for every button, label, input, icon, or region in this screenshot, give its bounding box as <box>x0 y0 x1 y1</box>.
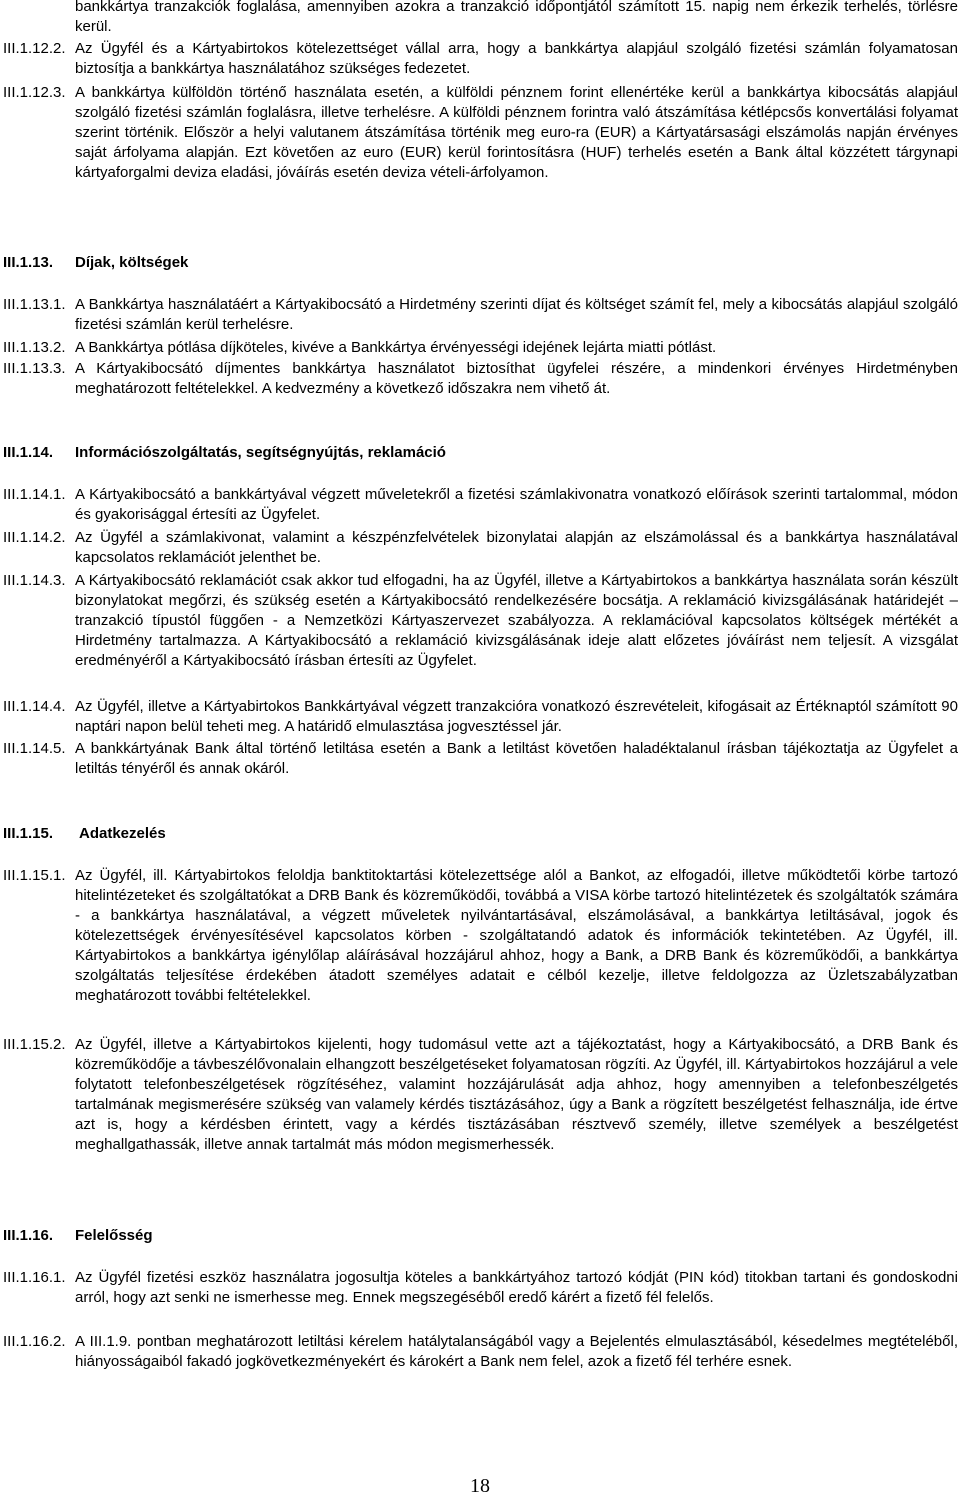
paragraph-number: III.1.14.5. <box>3 740 66 757</box>
heading-number: III.1.15. <box>3 825 54 842</box>
paragraph-iii-1-15-1 <box>0 866 958 1006</box>
section-heading-iii-1-13 <box>3 253 188 273</box>
section-heading-iii-1-14 <box>3 443 446 463</box>
paragraph-iii-1-13-2 <box>0 338 958 358</box>
paragraph-text: A bankkártyának Bank által történő letiltása esetén a Bank a letiltást követően haladéktalanul írásban tájékoztatja az Ügyfelet a letiltás tényéről és annak okáról. <box>75 740 958 777</box>
paragraph-text: bankkártya tranzakciók foglalása, amennyiben azokra a tranzakció időpontjától számított 15. napig nem érkezik terhelés, törlésre kerül. <box>75 0 958 35</box>
section-heading-iii-1-15 <box>3 824 166 844</box>
heading-title: Díjak, költségek <box>75 254 189 271</box>
paragraph-iii-1-12-1-continued <box>0 0 958 37</box>
paragraph-iii-1-13-1 <box>0 295 958 335</box>
paragraph-number: III.1.13.3. <box>3 360 66 377</box>
paragraph-number: III.1.15.2. <box>3 1036 66 1053</box>
paragraph-text: Az Ügyfél és a Kártyabirtokos kötelezettséget vállal arra, hogy a bankkártya alapjául szolgáló fizetési számlán folyamatosan biztosítja a bankkártya használatához szükséges fedezetet. <box>75 40 958 77</box>
paragraph-iii-1-14-2 <box>0 528 958 568</box>
paragraph-text: A Kártyakibocsátó díjmentes bankkártya használatot biztosíthat ügyfelei részére, a mindenkori érvényes Hirdetményben meghatározott feltételekkel. A kedvezmény a következő időszakra nem vihető át. <box>75 360 958 397</box>
paragraph-iii-1-13-3 <box>0 359 958 399</box>
paragraph-text: Az Ügyfél, illetve a Kártyabirtokos Bankkártyával végzett tranzakcióra vonatkozó észrevételeit, kifogásait az Értéknaptól számított 90 naptári napon belül teheti meg. A határidő elmulasztása jogvesztéssel jár. <box>75 698 958 735</box>
paragraph-number: III.1.14.1. <box>3 486 66 503</box>
page-number: 18 <box>470 1475 490 1497</box>
paragraph-iii-1-16-1 <box>0 1268 958 1308</box>
paragraph-text: A III.1.9. pontban meghatározott letiltási kérelem hatálytalanságából vagy a Bejelentés elmulasztásából, késedelmes megtételéből, hiányosságaiból fakadó jogkövetkezményekért és károkért a Bank nem felel, azok a fizető fél terhére esnek. <box>75 1333 958 1370</box>
paragraph-number: III.1.14.2. <box>3 529 66 546</box>
heading-number: III.1.13. <box>3 254 54 271</box>
paragraph-iii-1-14-4 <box>0 697 958 737</box>
paragraph-text: Az Ügyfél, ill. Kártyabirtokos feloldja banktitoktartási kötelezettsége alól a Bankot, az elfogadói, illetve működtetői körbe tartozó hitelintézeteket és szolgáltatókat a DRB Bank és közreműködői, továbbá a VISA körbe tartozó hitelintézetek és szolgáltatók számára - a bankkártya használatával, a végzett műveletek nyilvántartásával, elszámolásával, a bankkártya letiltásával, jogok és kötelezettségek érvényesítésével kapcsolatos körben - szolgáltatandó adatok és információk tekintetében. Az Ügyfél, ill. Kártyabirtokos a bankkártya igénylőlap aláírásával hozzájárul ahhoz, hogy a Bank, a DRB Bank és közreműködői, a bankkártya szolgáltatás teljesítése érdekében átadott személyes adatait e célból kezelje, illetve feldolgozza az Üzletszabályzatban meghatározott további feltételekkel. <box>75 867 958 1004</box>
heading-number: III.1.14. <box>3 444 54 461</box>
heading-title: Felelősség <box>75 1227 153 1244</box>
paragraph-iii-1-16-2 <box>0 1332 958 1372</box>
paragraph-number: III.1.13.2. <box>3 339 66 356</box>
paragraph-text: A bankkártya külföldön történő használata esetén, a külföldi pénznem forint ellenértéke kerül a bankkártya kibocsátás alapjául szolgáló fizetési számlán foglalásra, illetve terhelésre. A külföldi pénznem forintra való átszámítása kétlépcsős konvertálási folyamat szerint történik. Először a helyi valutanem átszámítása történik meg euro-ra (EUR) a Kártyatársasági elszámolás napján érvényes saját árfolyama alapján. Ezt követően az euro (EUR) kerül forintosításra (HUF) terhelés esetén a Bank által közzétett tárgynapi kártyaforgalmi deviza eladási, jóváírás esetén deviza vételi-árfolyamon. <box>75 84 958 181</box>
paragraph-text: Az Ügyfél a számlakivonat, valamint a készpénzfelvételek bizonylatai alapján az elszámolással és a bankkártya használatával kapcsolatos reklamációt jelenthet be. <box>75 529 958 566</box>
paragraph-text: Az Ügyfél, illetve a Kártyabirtokos kijelenti, hogy tudomásul vette azt a tájékoztatást, hogy a Kártyakibocsátó, a DRB Bank és közreműködője a távbeszélővonalain elhangzott beszélgetéseket folyamatosan rögzíti. Az Ügyfél, ill. Kártyabirtokos hozzájárul a vele folytatott telefonbeszélgetések rögzítéséhez, valamint hozzájárulását adja ahhoz, hogy amennyiben a telefonbeszélgetés tartalmának megismerésére szükség van valamely kérdés tisztázásához, úgy a Bank a rögzített beszélgetést felhasználja, ide értve azt is, hogy a kérdésben érintett, vagy a kérdés tisztázásában résztvevő személy, illetve személyek a beszélgetést meghallgathassák, illetve annak tartalmát más módon megismerhessék. <box>75 1036 958 1153</box>
paragraph-number: III.1.16.1. <box>3 1269 66 1286</box>
paragraph-number: III.1.14.4. <box>3 698 66 715</box>
paragraph-iii-1-14-3 <box>0 571 958 671</box>
heading-title: Információszolgáltatás, segítségnyújtás, reklamáció <box>75 444 446 461</box>
paragraph-text: Az Ügyfél fizetési eszköz használatra jogosultja köteles a bankkártyához tartozó kódját (PIN kód) titokban tartani és gondoskodni arról, hogy azt senki ne ismerhesse meg. Ennek megszegéséből eredő kárért a fizető fél felelős. <box>75 1269 958 1306</box>
paragraph-text: A Bankkártya pótlása díjköteles, kivéve a Bankkártya érvényességi idejének lejárta miatti pótlást. <box>75 339 717 356</box>
paragraph-iii-1-14-1 <box>0 485 958 525</box>
paragraph-iii-1-15-2 <box>0 1035 958 1155</box>
paragraph-number: III.1.16.2. <box>3 1333 66 1350</box>
paragraph-iii-1-14-5 <box>0 739 958 779</box>
paragraph-text: A Kártyakibocsátó reklamációt csak akkor tud elfogadni, ha az Ügyfél, illetve a Kártyabirtokos a bankkártya használata során készült bizonylatokat megőrzi, és szükség esetén a Kártyakibocsátó rendelkezésére bocsátja. A reklamáció kivizsgálásának határidejét – tranzakció típustól függően - a Nemzetközi Kártyaszervezet szabályozza. A reklamációval kapcsolatos költségek mértékét a Hirdetmény tartalmazza. A Kártyakibocsátó a reklamáció kivizsgálásának ideje alatt előzetes jóváírást nem teljesít. A vizsgálat eredményéről a Kártyakibocsátó írásban értesíti az Ügyfelet. <box>75 572 958 669</box>
paragraph-number: III.1.15.1. <box>3 867 66 884</box>
paragraph-text: A Kártyakibocsátó a bankkártyával végzett műveletekről a fizetési számlakivonatra vonatkozó előírások szerinti tartalommal, módon és gyakorisággal értesíti az Ügyfelet. <box>75 486 958 523</box>
paragraph-number: III.1.13.1. <box>3 296 66 313</box>
paragraph-iii-1-12-3 <box>0 83 958 183</box>
paragraph-text: A Bankkártya használatáért a Kártyakibocsátó a Hirdetmény szerinti díjat és költséget számít fel, mely a kibocsátás alapjául szolgáló fizetési számlán kerül terhelésre. <box>75 296 958 333</box>
paragraph-iii-1-12-2 <box>0 39 958 79</box>
paragraph-number: III.1.12.2. <box>3 40 66 57</box>
section-heading-iii-1-16 <box>3 1226 153 1246</box>
paragraph-number: III.1.14.3. <box>3 572 66 589</box>
paragraph-number: III.1.12.3. <box>3 84 66 101</box>
heading-title: Adatkezelés <box>79 825 166 842</box>
heading-number: III.1.16. <box>3 1227 54 1244</box>
